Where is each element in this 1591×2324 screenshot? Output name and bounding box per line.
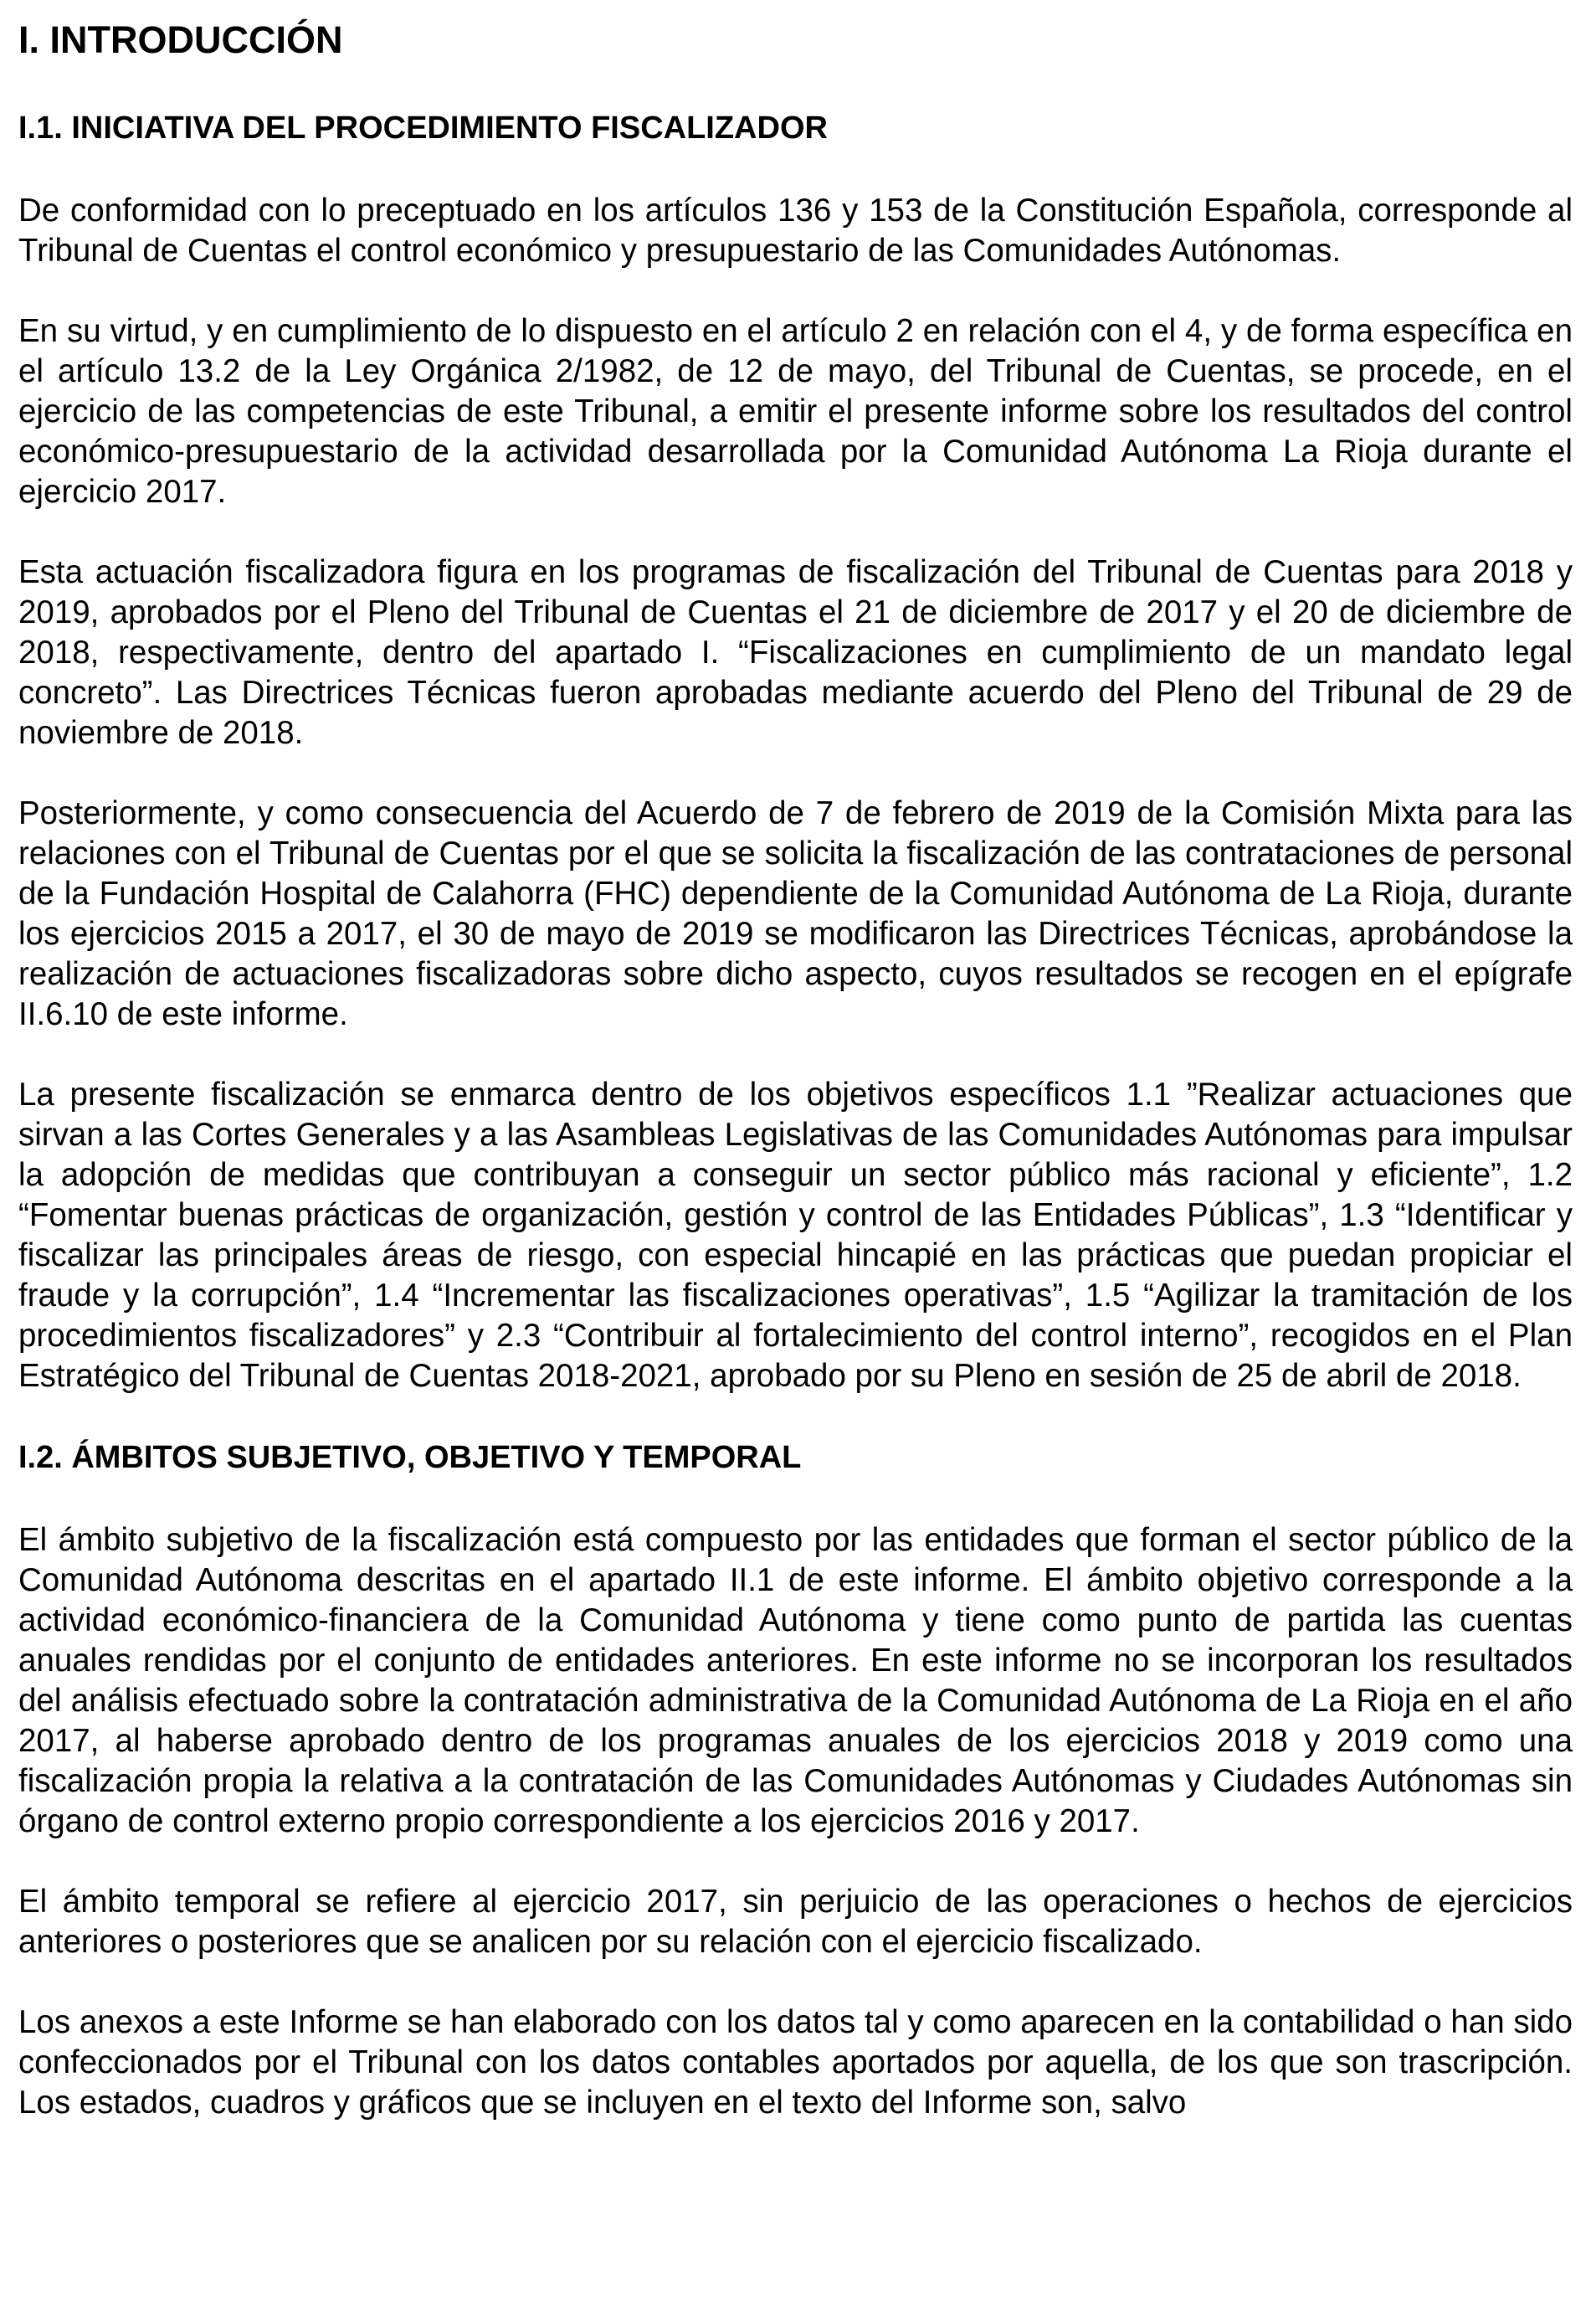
section-heading: I.2. ÁMBITOS SUBJETIVO, OBJETIVO Y TEMPORAL — [18, 1440, 802, 1475]
document-page — [18, 15, 1573, 2123]
paragraph: De conformidad con lo preceptuado en los artículos 136 y 153 de la Constitución Española, corresponde al Tribunal de Cuentas el control económico y presupuestario de las Comunidades Autónomas. — [18, 193, 1573, 269]
paragraph: La presente fiscalización se enmarca dentro de los objetivos específicos 1.1 ”Realizar actuaciones que sirvan a las Cortes Generales y a las Asambleas Legislativas de las Comunidades Autónomas para impulsar la adopción de medidas que contribuyan a conseguir un sector público más racional y eficiente”, 1.2 “Fomentar buenas prácticas de organización, gestión y control de las Entidades Públicas”, 1.3 “Identificar y fiscalizar las principales áreas de riesgo, con especial hincapié en las prácticas que puedan propiciar el fraude y la corrupción”, 1.4 “Incrementar las fiscalizaciones operativas”, 1.5 “Agilizar la tramitación de los procedimientos fiscalizadores” y 2.3 “Contribuir al fortalecimiento del control interno”, recogidos en el Plan Estratégico del Tribunal de Cuentas 2018-2021, aprobado por su Pleno en sesión de 25 de abril de 2018. — [18, 1077, 1573, 1394]
document-title: I. INTRODUCCIÓN — [18, 18, 343, 61]
section-ambitos — [18, 1437, 1573, 2123]
paragraph: El ámbito subjetivo de la fiscalización está compuesto por las entidades que forman el sector público de la Comunidad Autónoma descritas en el apartado II.1 de este informe. El ámbito objetivo corresponde a la actividad económico-financiera de la Comunidad Autónoma y tiene como punto de partida las cuentas anuales rendidas por el conjunto de entidades anteriores. En este informe no se incorporan los resultados del análisis efectuado sobre la contratación administrativa de la Comunidad Autónoma de La Rioja en el año 2017, al haberse aprobado dentro de los programas anuales de los ejercicios 2018 y 2019 como una fiscalización propia la relativa a la contratación de las Comunidades Autónomas y Ciudades Autónomas sin órgano de control externo propio correspondiente a los ejercicios 2016 y 2017. — [18, 1522, 1573, 1839]
section-heading: I.1. INICIATIVA DEL PROCEDIMIENTO FISCALIZADOR — [18, 111, 828, 146]
paragraph: Posteriormente, y como consecuencia del Acuerdo de 7 de febrero de 2019 de la Comisión Mixta para las relaciones con el Tribunal de Cuentas por el que se solicita la fiscalización de las contrataciones de personal de la Fundación Hospital de Calahorra (FHC) dependiente de la Comunidad Autónoma de La Rioja, durante los ejercicios 2015 a 2017, el 30 de mayo de 2019 se modificaron las Directrices Técnicas, aprobándose la realización de actuaciones fiscalizadoras sobre dicho aspecto, cuyos resultados se recogen en el epígrafe II.6.10 de este informe. — [18, 795, 1573, 1032]
paragraph: En su virtud, y en cumplimiento de lo dispuesto en el artículo 2 en relación con el 4, y de forma específica en el artículo 13.2 de la Ley Orgánica 2/1982, de 12 de mayo, del Tribunal de Cuentas, se procede, en el ejercicio de las competencias de este Tribunal, a emitir el presente informe sobre los resultados del control económico-presupuestario de la actividad desarrollada por la Comunidad Autónoma La Rioja durante el ejercicio 2017. — [18, 313, 1573, 510]
paragraph: Esta actuación fiscalizadora figura en los programas de fiscalización del Tribunal de Cuentas para 2018 y 2019, aprobados por el Pleno del Tribunal de Cuentas el 21 de diciembre de 2017 y el 20 de diciembre de 2018, respectivamente, dentro del apartado I. “Fiscalizaciones en cumplimiento de un mandato legal concreto”. Las Directrices Técnicas fueron aprobadas mediante acuerdo del Pleno del Tribunal de 29 de noviembre de 2018. — [18, 554, 1573, 751]
paragraph: Los anexos a este Informe se han elaborado con los datos tal y como aparecen en la contabilidad o han sido confeccionados por el Tribunal con los datos contables aportados por aquella, de los que son trascripción. Los estados, cuadros y gráficos que se incluyen en el texto del Informe son, salvo — [18, 2004, 1573, 2121]
section-iniciativa — [18, 107, 1573, 1396]
paragraph: El ámbito temporal se refiere al ejercicio 2017, sin perjuicio de las operaciones o hechos de ejercicios anteriores o posteriores que se analicen por su relación con el ejercicio fiscalizado. — [18, 1884, 1573, 1960]
